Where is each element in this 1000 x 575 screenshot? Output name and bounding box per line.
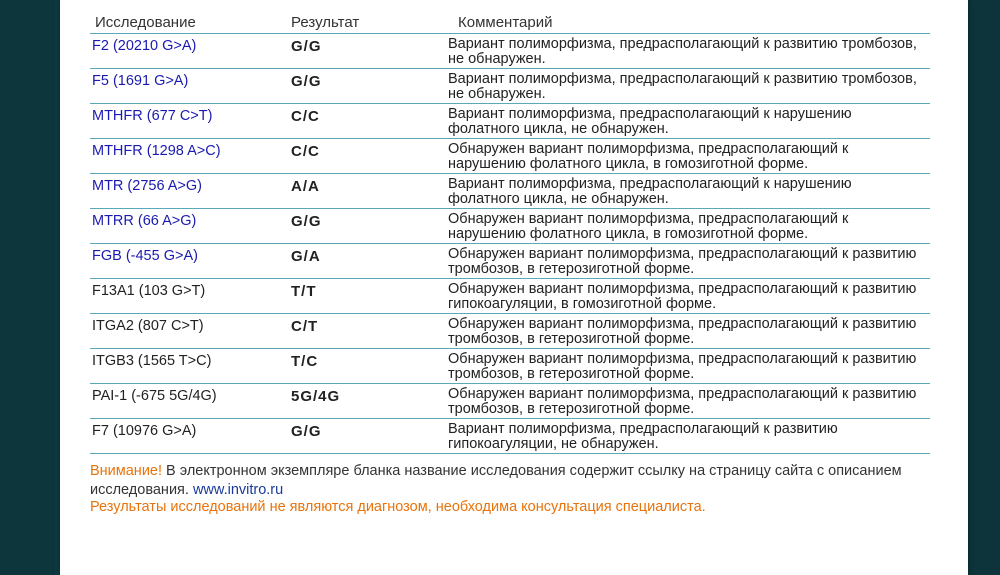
document-page	[60, 0, 968, 575]
header-test: Исследование	[95, 14, 196, 31]
table-row	[90, 174, 930, 209]
genotype-result: T/C	[291, 353, 319, 370]
viewer-right-margin	[968, 0, 1000, 575]
genotype-result: C/C	[291, 108, 320, 125]
genotype-result: G/A	[291, 248, 321, 265]
test-name-link[interactable]: MTHFR (677 C>T)	[92, 108, 213, 124]
result-comment: Обнаружен вариант полиморфизма, предрасполагающий к нарушению фолатного цикла, в гомозиготной форме.	[448, 211, 849, 242]
table-row	[90, 384, 930, 419]
viewer-left-margin	[0, 0, 55, 575]
result-comment: Вариант полиморфизма, предрасполагающий к нарушению фолатного цикла, не обнаружен.	[448, 176, 852, 207]
result-comment: Обнаружен вариант полиморфизма, предрасполагающий к развитию тромбозов, в гетерозиготной форме.	[448, 386, 917, 417]
genotype-result: G/G	[291, 213, 322, 230]
test-name-link[interactable]: MTHFR (1298 A>C)	[92, 143, 221, 159]
result-comment: Вариант полиморфизма, предрасполагающий к развитию гипокоагуляции, не обнаружен.	[448, 421, 838, 452]
test-name: ITGB3 (1565 T>C)	[92, 353, 212, 369]
notice-body: В электронном экземпляре бланка название исследования содержит ссылку на страницу сайта с описанием исследования.	[90, 463, 902, 498]
table-row	[90, 209, 930, 244]
genotype-result: G/G	[291, 73, 322, 90]
table-row	[90, 34, 930, 69]
table-row	[90, 69, 930, 104]
test-name: PAI-1 (-675 5G/4G)	[92, 388, 217, 404]
test-name-link[interactable]: MTR (2756 A>G)	[92, 178, 202, 194]
disclaimer-text: Результаты исследований не являются диагнозом, необходима консультация специалиста.	[90, 499, 706, 515]
test-name: F13A1 (103 G>T)	[92, 283, 206, 299]
notice-warning-label: Внимание!	[90, 463, 163, 479]
test-name-link[interactable]: F5 (1691 G>A)	[92, 73, 189, 89]
table-row	[90, 419, 930, 454]
header-comment: Комментарий	[458, 14, 553, 31]
table-row	[90, 314, 930, 349]
genotype-result: C/T	[291, 318, 319, 335]
table-row	[90, 139, 930, 174]
genotype-result: T/T	[291, 283, 317, 300]
results-table	[90, 13, 930, 454]
genotype-result: C/C	[291, 143, 320, 160]
table-body	[90, 34, 930, 454]
test-name-link[interactable]: MTRR (66 A>G)	[92, 213, 197, 229]
result-comment: Обнаружен вариант полиморфизма, предрасполагающий к развитию тромбозов, в гетерозиготной форме.	[448, 246, 917, 277]
test-name: ITGA2 (807 C>T)	[92, 318, 204, 334]
genotype-result: A/A	[291, 178, 320, 195]
header-result: Результат	[291, 14, 360, 31]
table-header	[90, 13, 930, 34]
result-comment: Обнаружен вариант полиморфизма, предрасполагающий к развитию гипокоагуляции, в гомозиготной форме.	[448, 281, 917, 312]
genotype-result: G/G	[291, 423, 322, 440]
result-comment: Обнаружен вариант полиморфизма, предрасполагающий к развитию тромбозов, в гетерозиготной форме.	[448, 316, 917, 347]
genotype-result: G/G	[291, 38, 322, 55]
table-row	[90, 349, 930, 384]
genotype-result: 5G/4G	[291, 388, 341, 405]
table-row	[90, 104, 930, 139]
table-row	[90, 279, 930, 314]
result-comment: Вариант полиморфизма, предрасполагающий к развитию тромбозов, не обнаружен.	[448, 71, 917, 102]
test-name-link[interactable]: F2 (20210 G>A)	[92, 38, 197, 54]
test-name: F7 (10976 G>A)	[92, 423, 197, 439]
result-comment: Вариант полиморфизма, предрасполагающий к нарушению фолатного цикла, не обнаружен.	[448, 106, 852, 137]
result-comment: Обнаружен вариант полиморфизма, предрасполагающий к нарушению фолатного цикла, в гомозиготной форме.	[448, 141, 849, 172]
result-comment: Обнаружен вариант полиморфизма, предрасполагающий к развитию тромбозов, в гетерозиготной форме.	[448, 351, 917, 382]
result-comment: Вариант полиморфизма, предрасполагающий к развитию тромбозов, не обнаружен.	[448, 36, 917, 67]
test-name-link[interactable]: FGB (-455 G>A)	[92, 248, 198, 264]
invitro-link[interactable]: www.invitro.ru	[192, 482, 284, 498]
table-row	[90, 244, 930, 279]
notice-text	[90, 462, 930, 500]
